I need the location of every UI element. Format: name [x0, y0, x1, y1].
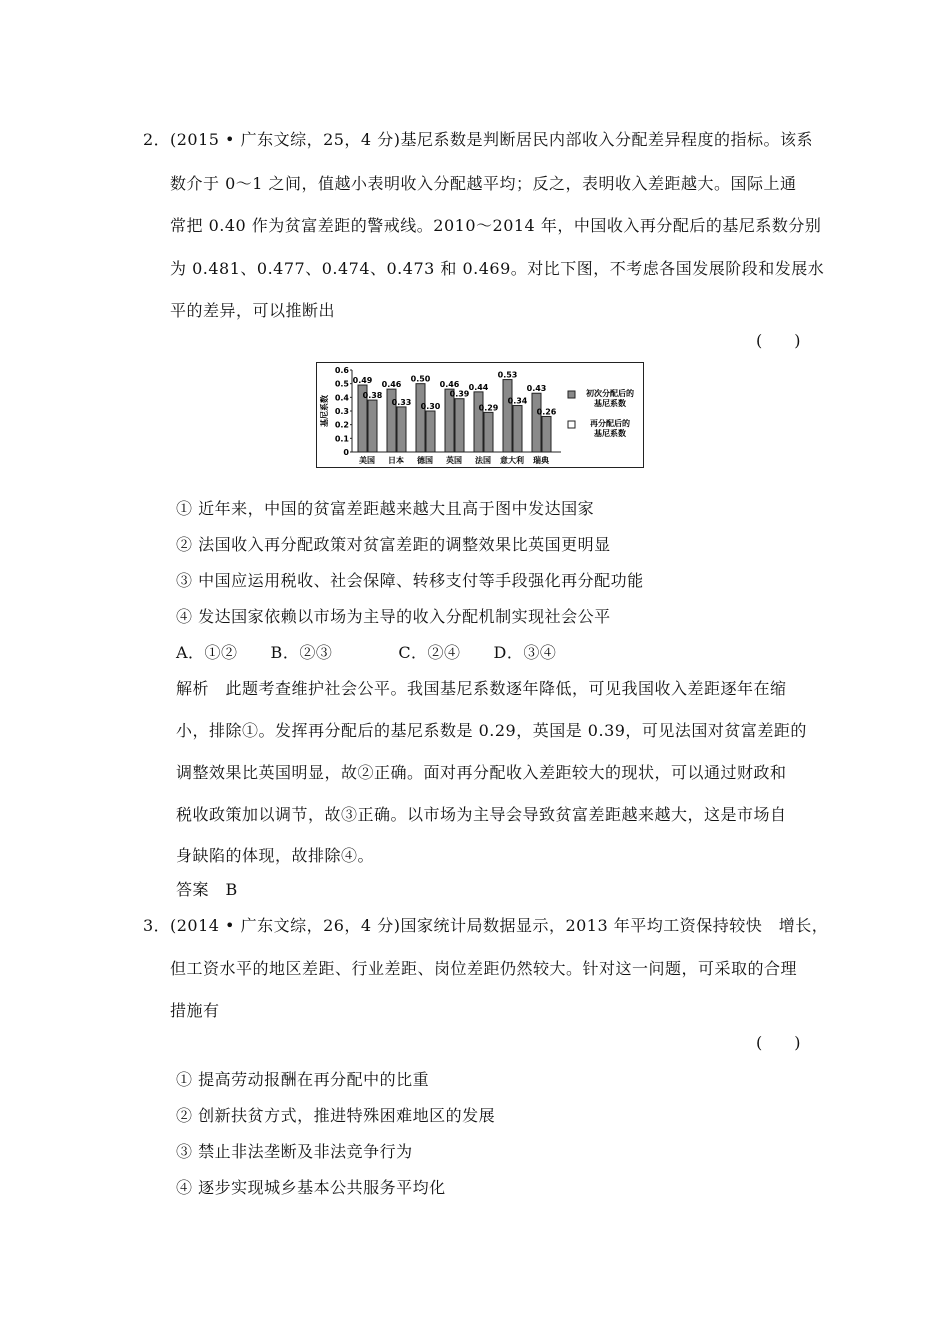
bar-label-initial: 0.49 [352, 376, 373, 386]
bar-label-initial: 0.46 [381, 380, 402, 390]
q3-option-3: ③ 禁止非法垄断及非法竞争行为 [176, 1142, 413, 1161]
bar-label-initial: 0.50 [410, 374, 431, 384]
x-category-label: 英国 [446, 456, 462, 465]
q2-text-line-2: 数介于 0～1 之间，值越小表明收入分配越平均；反之，表明收入差距越大。国际上通 [170, 174, 797, 193]
bar-label-redistribution: 0.34 [507, 396, 528, 406]
q2-analysis-line-2: 小，排除①。发挥再分配后的基尼系数是 0.29，英国是 0.39，可见法国对贫富差距的 [176, 721, 807, 740]
bar-label-redistribution: 0.33 [391, 397, 412, 407]
bar-redistribution [426, 411, 435, 452]
bar-redistribution [455, 399, 464, 452]
q2-number: 2． [143, 130, 171, 149]
y-tick-label: 0.5 [334, 379, 349, 389]
bar-redistribution [542, 416, 551, 452]
y-tick-label: 0.3 [334, 407, 349, 416]
x-category-label: 瑞典 [533, 456, 549, 465]
q3-text-line-2: 但工资水平的地区差距、行业差距、岗位差距仍然较大。针对这一问题，可采取的合理 [170, 959, 798, 978]
legend-label: 基尼系数 [594, 429, 626, 438]
bar-initial-distribution [416, 384, 425, 452]
y-tick-label: 0.1 [334, 434, 349, 444]
legend-label: 初次分配后的 [586, 389, 634, 398]
y-tick-label: 0.4 [334, 393, 349, 403]
bar-label-redistribution: 0.39 [449, 389, 470, 399]
y-tick-label: 0.2 [334, 420, 349, 430]
q3-option-4: ④ 逐步实现城乡基本公共服务平均化 [176, 1178, 446, 1197]
q2-analysis-line-3: 调整效果比英国明显，故②正确。面对再分配收入差距较大的现状，可以通过财政和 [176, 763, 787, 782]
y-axis-label: 基尼系数 [320, 395, 329, 427]
bar-redistribution [484, 412, 493, 452]
gini-chart-svg [317, 363, 643, 467]
x-category-label: 德国 [417, 456, 433, 465]
legend-swatch [568, 421, 575, 428]
q2-analysis-line-4: 税收政策加以调节，故③正确。以市场为主导会导致贫富差距越来越大，这是市场自 [176, 805, 787, 824]
q2-option-1: ① 近年来，中国的贫富差距越来越大且高于图中发达国家 [176, 499, 595, 518]
legend-label: 基尼系数 [594, 399, 626, 408]
bar-label-redistribution: 0.30 [420, 402, 441, 411]
q3-number: 3． [143, 916, 171, 935]
bar-initial-distribution [474, 392, 483, 452]
chart-bars [353, 371, 557, 465]
q2-option-4: ④ 发达国家依赖以市场为主导的收入分配机制实现社会公平 [176, 607, 611, 626]
bar-label-redistribution: 0.29 [478, 403, 499, 413]
bar-label-initial: 0.53 [497, 370, 518, 380]
legend-swatch [568, 391, 575, 398]
bar-redistribution [368, 400, 377, 452]
q2-analysis-line-5: 身缺陷的体现，故排除④。 [176, 846, 375, 865]
x-category-label: 美国 [359, 456, 375, 465]
y-tick-label: 0.6 [334, 366, 349, 375]
q3-text-line-3: 措施有 [170, 1001, 220, 1020]
legend-label: 再分配后的 [590, 419, 630, 428]
q2-option-2: ② 法国收入再分配政策对贫富差距的调整效果比英国更明显 [176, 535, 611, 554]
q2-text-line-3: 常把 0.40 作为贫富差距的警戒线。2010～2014 年，中国收入再分配后的基尼系数分别 [170, 216, 822, 235]
q2-option-3: ③ 中国应运用税收、社会保障、转移支付等手段强化再分配功能 [176, 571, 644, 590]
q3-option-2: ② 创新扶贫方式，推进特殊困难地区的发展 [176, 1106, 496, 1125]
q2-answer-parentheses: ( ) [756, 331, 801, 350]
bar-label-initial: 0.44 [468, 382, 489, 392]
q2-text-line-1: (2015 • 广东文综，25，4 分)基尼系数是判断居民内部收入分配差异程度的指标。该系 [170, 130, 813, 149]
gini-chart [316, 362, 644, 468]
q2-choices: A．①② B．②③ C．②④ D．③④ [176, 643, 557, 662]
bar-label-redistribution: 0.38 [362, 391, 383, 401]
q3-text-line-1: (2014 • 广东文综，26，4 分)国家统计局数据显示，2013 年平均工资保持较快 增长， [170, 916, 829, 935]
bar-initial-distribution [503, 380, 512, 452]
bar-redistribution [397, 407, 406, 452]
q2-text-line-5: 平的差异，可以推断出 [170, 301, 336, 320]
x-category-label: 法国 [475, 456, 491, 465]
bar-label-redistribution: 0.26 [536, 407, 557, 417]
bar-label-initial: 0.43 [526, 384, 547, 394]
q2-answer: 答案 B [176, 880, 238, 899]
q3-answer-parentheses: ( ) [756, 1033, 801, 1052]
q2-analysis-line-1: 解析 此题考查维护社会公平。我国基尼系数逐年降低，可见我国收入差距逐年在缩 [176, 679, 787, 698]
q2-text-line-4: 为 0.481、0.477、0.474、0.473 和 0.469。对比下图，不考虑各国发展阶段和发展水 [170, 259, 825, 278]
bar-initial-distribution [532, 393, 541, 452]
x-category-label: 日本 [388, 456, 404, 465]
y-tick-label: 0 [343, 448, 349, 457]
chart-legend [568, 388, 634, 438]
q3-option-1: ① 提高劳动报酬在再分配中的比重 [176, 1070, 430, 1089]
bar-redistribution [513, 406, 522, 452]
x-category-label: 意大利 [500, 456, 524, 465]
bar-label-initial: 0.46 [439, 380, 460, 390]
